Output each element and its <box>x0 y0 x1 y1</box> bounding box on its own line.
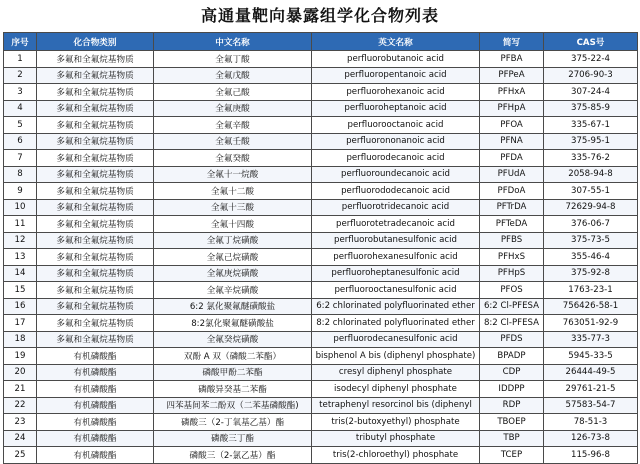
cell-category: 有机磷酸酯 <box>37 414 154 431</box>
cell-abbreviation: IDDPP <box>480 381 544 398</box>
table-row <box>4 150 638 167</box>
table-row <box>4 265 638 282</box>
cell-index: 6 <box>4 133 37 150</box>
cell-chinese-name: 8:2氯化聚氟醚磺酸盐 <box>154 315 312 332</box>
table-row <box>4 100 638 117</box>
table-row <box>4 232 638 249</box>
table-row <box>4 133 638 150</box>
cell-chinese-name: 全氟庚烷磺酸 <box>154 265 312 282</box>
cell-chinese-name: 四苯基间苯二酚双（二苯基磷酸酯) <box>154 397 312 414</box>
cell-index: 17 <box>4 315 37 332</box>
cell-abbreviation: PFDA <box>480 150 544 167</box>
page-title: 高通量靶向暴露组学化合物列表 <box>200 6 439 25</box>
cell-index: 14 <box>4 265 37 282</box>
table-row <box>4 199 638 216</box>
cell-abbreviation: PFDoA <box>480 183 544 200</box>
cell-english-name: bisphenol A bis (diphenyl phosphate) <box>312 348 480 365</box>
cell-index: 8 <box>4 166 37 183</box>
cell-cas: 763051-92-9 <box>544 315 638 332</box>
table-row <box>4 249 638 266</box>
cell-chinese-name: 6:2 氯化聚氟醚磺酸盐 <box>154 298 312 315</box>
cell-english-name: perfluorohexanoic acid <box>312 84 480 101</box>
cell-english-name: perfluorobutanesulfonic acid <box>312 232 480 249</box>
table-body <box>4 51 638 464</box>
cell-cas: 115-96-8 <box>544 447 638 464</box>
cell-category: 多氟和全氟烷基物质 <box>37 315 154 332</box>
cell-abbreviation: PFBA <box>480 51 544 68</box>
cell-index: 12 <box>4 232 37 249</box>
cell-cas: 2706-90-3 <box>544 67 638 84</box>
cell-category: 多氟和全氟烷基物质 <box>37 166 154 183</box>
cell-category: 有机磷酸酯 <box>37 397 154 414</box>
table-row <box>4 348 638 365</box>
cell-abbreviation: PFOS <box>480 282 544 299</box>
cell-index: 1 <box>4 51 37 68</box>
cell-abbreviation: PFOA <box>480 117 544 134</box>
table-row <box>4 67 638 84</box>
table-row <box>4 414 638 431</box>
column-header-english-name: 英文名称 <box>312 33 480 51</box>
cell-chinese-name: 全氟壬酸 <box>154 133 312 150</box>
cell-chinese-name: 磷酸三（2-丁氧基乙基）酯 <box>154 414 312 431</box>
cell-index: 16 <box>4 298 37 315</box>
cell-abbreviation: PFHxA <box>480 84 544 101</box>
cell-chinese-name: 全氟庚酸 <box>154 100 312 117</box>
cell-index: 9 <box>4 183 37 200</box>
cell-chinese-name: 磷酸甲酚二苯酯 <box>154 364 312 381</box>
table-header-row <box>4 33 638 51</box>
cell-chinese-name: 全氟己烷磺酸 <box>154 249 312 266</box>
cell-index: 3 <box>4 84 37 101</box>
cell-chinese-name: 全氟丁酸 <box>154 51 312 68</box>
cell-chinese-name: 全氟辛烷磺酸 <box>154 282 312 299</box>
cell-cas: 78-51-3 <box>544 414 638 431</box>
cell-english-name: perfluoropentanoic acid <box>312 67 480 84</box>
column-header-chinese-name: 中文名称 <box>154 33 312 51</box>
table-row <box>4 381 638 398</box>
cell-english-name: isodecyl diphenyl phosphate <box>312 381 480 398</box>
cell-index: 13 <box>4 249 37 266</box>
cell-chinese-name: 全氟十二酸 <box>154 183 312 200</box>
table-row <box>4 51 638 68</box>
cell-category: 有机磷酸酯 <box>37 430 154 447</box>
cell-english-name: tetraphenyl resorcinol bis (diphenyl <box>312 397 480 414</box>
cell-chinese-name: 全氟丁烷磺酸 <box>154 232 312 249</box>
cell-index: 22 <box>4 397 37 414</box>
cell-category: 多氟和全氟烷基物质 <box>37 265 154 282</box>
cell-cas: 26444-49-5 <box>544 364 638 381</box>
cell-category: 多氟和全氟烷基物质 <box>37 298 154 315</box>
cell-chinese-name: 全氟十四酸 <box>154 216 312 233</box>
cell-index: 23 <box>4 414 37 431</box>
cell-index: 2 <box>4 67 37 84</box>
cell-english-name: tris(2-chloroethyl) phosphate <box>312 447 480 464</box>
cell-category: 多氟和全氟烷基物质 <box>37 100 154 117</box>
cell-abbreviation: PFBS <box>480 232 544 249</box>
cell-english-name: perfluorobutanoic acid <box>312 51 480 68</box>
cell-index: 5 <box>4 117 37 134</box>
table-row <box>4 430 638 447</box>
cell-cas: 126-73-8 <box>544 430 638 447</box>
table-row <box>4 447 638 464</box>
column-header-category: 化合物类别 <box>37 33 154 51</box>
cell-abbreviation: CDP <box>480 364 544 381</box>
cell-cas: 57583-54-7 <box>544 397 638 414</box>
cell-english-name: perfluorodecanoic acid <box>312 150 480 167</box>
cell-cas: 72629-94-8 <box>544 199 638 216</box>
cell-cas: 375-95-1 <box>544 133 638 150</box>
table-row <box>4 166 638 183</box>
cell-english-name: perfluoroheptanesulfonic acid <box>312 265 480 282</box>
cell-abbreviation: PFTeDA <box>480 216 544 233</box>
cell-english-name: perfluorodecanesulfonic acid <box>312 331 480 348</box>
cell-category: 多氟和全氟烷基物质 <box>37 232 154 249</box>
cell-chinese-name: 磷酸三丁酯 <box>154 430 312 447</box>
table-row <box>4 331 638 348</box>
cell-category: 多氟和全氟烷基物质 <box>37 150 154 167</box>
cell-cas: 376-06-7 <box>544 216 638 233</box>
cell-english-name: tris(2-butoxyethyl) phosphate <box>312 414 480 431</box>
cell-category: 有机磷酸酯 <box>37 364 154 381</box>
cell-english-name: tributyl phosphate <box>312 430 480 447</box>
cell-chinese-name: 全氟十三酸 <box>154 199 312 216</box>
cell-cas: 2058-94-8 <box>544 166 638 183</box>
cell-cas: 375-92-8 <box>544 265 638 282</box>
cell-abbreviation: PFTrDA <box>480 199 544 216</box>
cell-category: 多氟和全氟烷基物质 <box>37 117 154 134</box>
cell-category: 多氟和全氟烷基物质 <box>37 249 154 266</box>
cell-index: 20 <box>4 364 37 381</box>
table-row <box>4 84 638 101</box>
cell-index: 19 <box>4 348 37 365</box>
cell-abbreviation: 8:2 Cl-PFESA <box>480 315 544 332</box>
cell-cas: 335-77-3 <box>544 331 638 348</box>
cell-abbreviation: PFDS <box>480 331 544 348</box>
cell-chinese-name: 全氟戊酸 <box>154 67 312 84</box>
cell-abbreviation: TBOEP <box>480 414 544 431</box>
cell-chinese-name: 全氟己酸 <box>154 84 312 101</box>
cell-english-name: perfluorooctanesulfonic acid <box>312 282 480 299</box>
cell-chinese-name: 双酚 A 双（磷酸二苯酯） <box>154 348 312 365</box>
cell-cas: 29761-21-5 <box>544 381 638 398</box>
cell-abbreviation: 6:2 Cl-PFESA <box>480 298 544 315</box>
cell-category: 有机磷酸酯 <box>37 348 154 365</box>
cell-abbreviation: TCEP <box>480 447 544 464</box>
cell-english-name: perfluorododecanoic acid <box>312 183 480 200</box>
cell-cas: 375-22-4 <box>544 51 638 68</box>
cell-category: 多氟和全氟烷基物质 <box>37 331 154 348</box>
table-row <box>4 298 638 315</box>
cell-chinese-name: 磷酸异癸基二苯酯 <box>154 381 312 398</box>
cell-cas: 375-73-5 <box>544 232 638 249</box>
cell-abbreviation: TBP <box>480 430 544 447</box>
cell-abbreviation: PFNA <box>480 133 544 150</box>
cell-category: 多氟和全氟烷基物质 <box>37 183 154 200</box>
table-row <box>4 117 638 134</box>
cell-chinese-name: 全氟十一烷酸 <box>154 166 312 183</box>
cell-category: 多氟和全氟烷基物质 <box>37 67 154 84</box>
cell-index: 25 <box>4 447 37 464</box>
cell-english-name: perfluorotridecanoic acid <box>312 199 480 216</box>
cell-english-name: perfluoroundecanoic acid <box>312 166 480 183</box>
cell-index: 11 <box>4 216 37 233</box>
cell-category: 多氟和全氟烷基物质 <box>37 133 154 150</box>
cell-cas: 355-46-4 <box>544 249 638 266</box>
cell-category: 多氟和全氟烷基物质 <box>37 51 154 68</box>
column-header-abbreviation: 简写 <box>480 33 544 51</box>
cell-index: 18 <box>4 331 37 348</box>
table-row <box>4 397 638 414</box>
table-row <box>4 216 638 233</box>
cell-cas: 5945-33-5 <box>544 348 638 365</box>
cell-english-name: 8:2 chlorinated polyfluorinated ether <box>312 315 480 332</box>
table-row <box>4 364 638 381</box>
cell-category: 多氟和全氟烷基物质 <box>37 199 154 216</box>
cell-abbreviation: PFUdA <box>480 166 544 183</box>
cell-category: 多氟和全氟烷基物质 <box>37 216 154 233</box>
cell-category: 有机磷酸酯 <box>37 447 154 464</box>
cell-cas: 1763-23-1 <box>544 282 638 299</box>
cell-index: 15 <box>4 282 37 299</box>
cell-index: 10 <box>4 199 37 216</box>
cell-english-name: perfluoroheptanoic acid <box>312 100 480 117</box>
cell-index: 21 <box>4 381 37 398</box>
cell-cas: 756426-58-1 <box>544 298 638 315</box>
column-header-cas: CAS号 <box>544 33 638 51</box>
table-row <box>4 282 638 299</box>
cell-abbreviation: BPADP <box>480 348 544 365</box>
compound-table <box>3 32 638 464</box>
table-row <box>4 315 638 332</box>
cell-cas: 307-55-1 <box>544 183 638 200</box>
cell-abbreviation: PFPeA <box>480 67 544 84</box>
cell-cas: 335-76-2 <box>544 150 638 167</box>
cell-category: 多氟和全氟烷基物质 <box>37 84 154 101</box>
cell-english-name: perfluorotetradecanoic acid <box>312 216 480 233</box>
cell-chinese-name: 全氟癸烷磺酸 <box>154 331 312 348</box>
cell-abbreviation: PFHpA <box>480 100 544 117</box>
cell-english-name: perfluorononanoic acid <box>312 133 480 150</box>
cell-english-name: cresyl diphenyl phosphate <box>312 364 480 381</box>
cell-english-name: 6:2 chlorinated polyfluorinated ether <box>312 298 480 315</box>
table-row <box>4 183 638 200</box>
cell-chinese-name: 全氟癸酸 <box>154 150 312 167</box>
cell-index: 24 <box>4 430 37 447</box>
cell-abbreviation: PFHxS <box>480 249 544 266</box>
cell-cas: 307-24-4 <box>544 84 638 101</box>
cell-category: 多氟和全氟烷基物质 <box>37 282 154 299</box>
cell-cas: 335-67-1 <box>544 117 638 134</box>
cell-index: 4 <box>4 100 37 117</box>
cell-chinese-name: 磷酸三（2-氯乙基）酯 <box>154 447 312 464</box>
cell-english-name: perfluorooctanoic acid <box>312 117 480 134</box>
cell-english-name: perfluorohexanesulfonic acid <box>312 249 480 266</box>
cell-chinese-name: 全氟辛酸 <box>154 117 312 134</box>
cell-category: 有机磷酸酯 <box>37 381 154 398</box>
cell-abbreviation: PFHpS <box>480 265 544 282</box>
cell-cas: 375-85-9 <box>544 100 638 117</box>
cell-abbreviation: RDP <box>480 397 544 414</box>
cell-index: 7 <box>4 150 37 167</box>
column-header-index: 序号 <box>4 33 37 51</box>
